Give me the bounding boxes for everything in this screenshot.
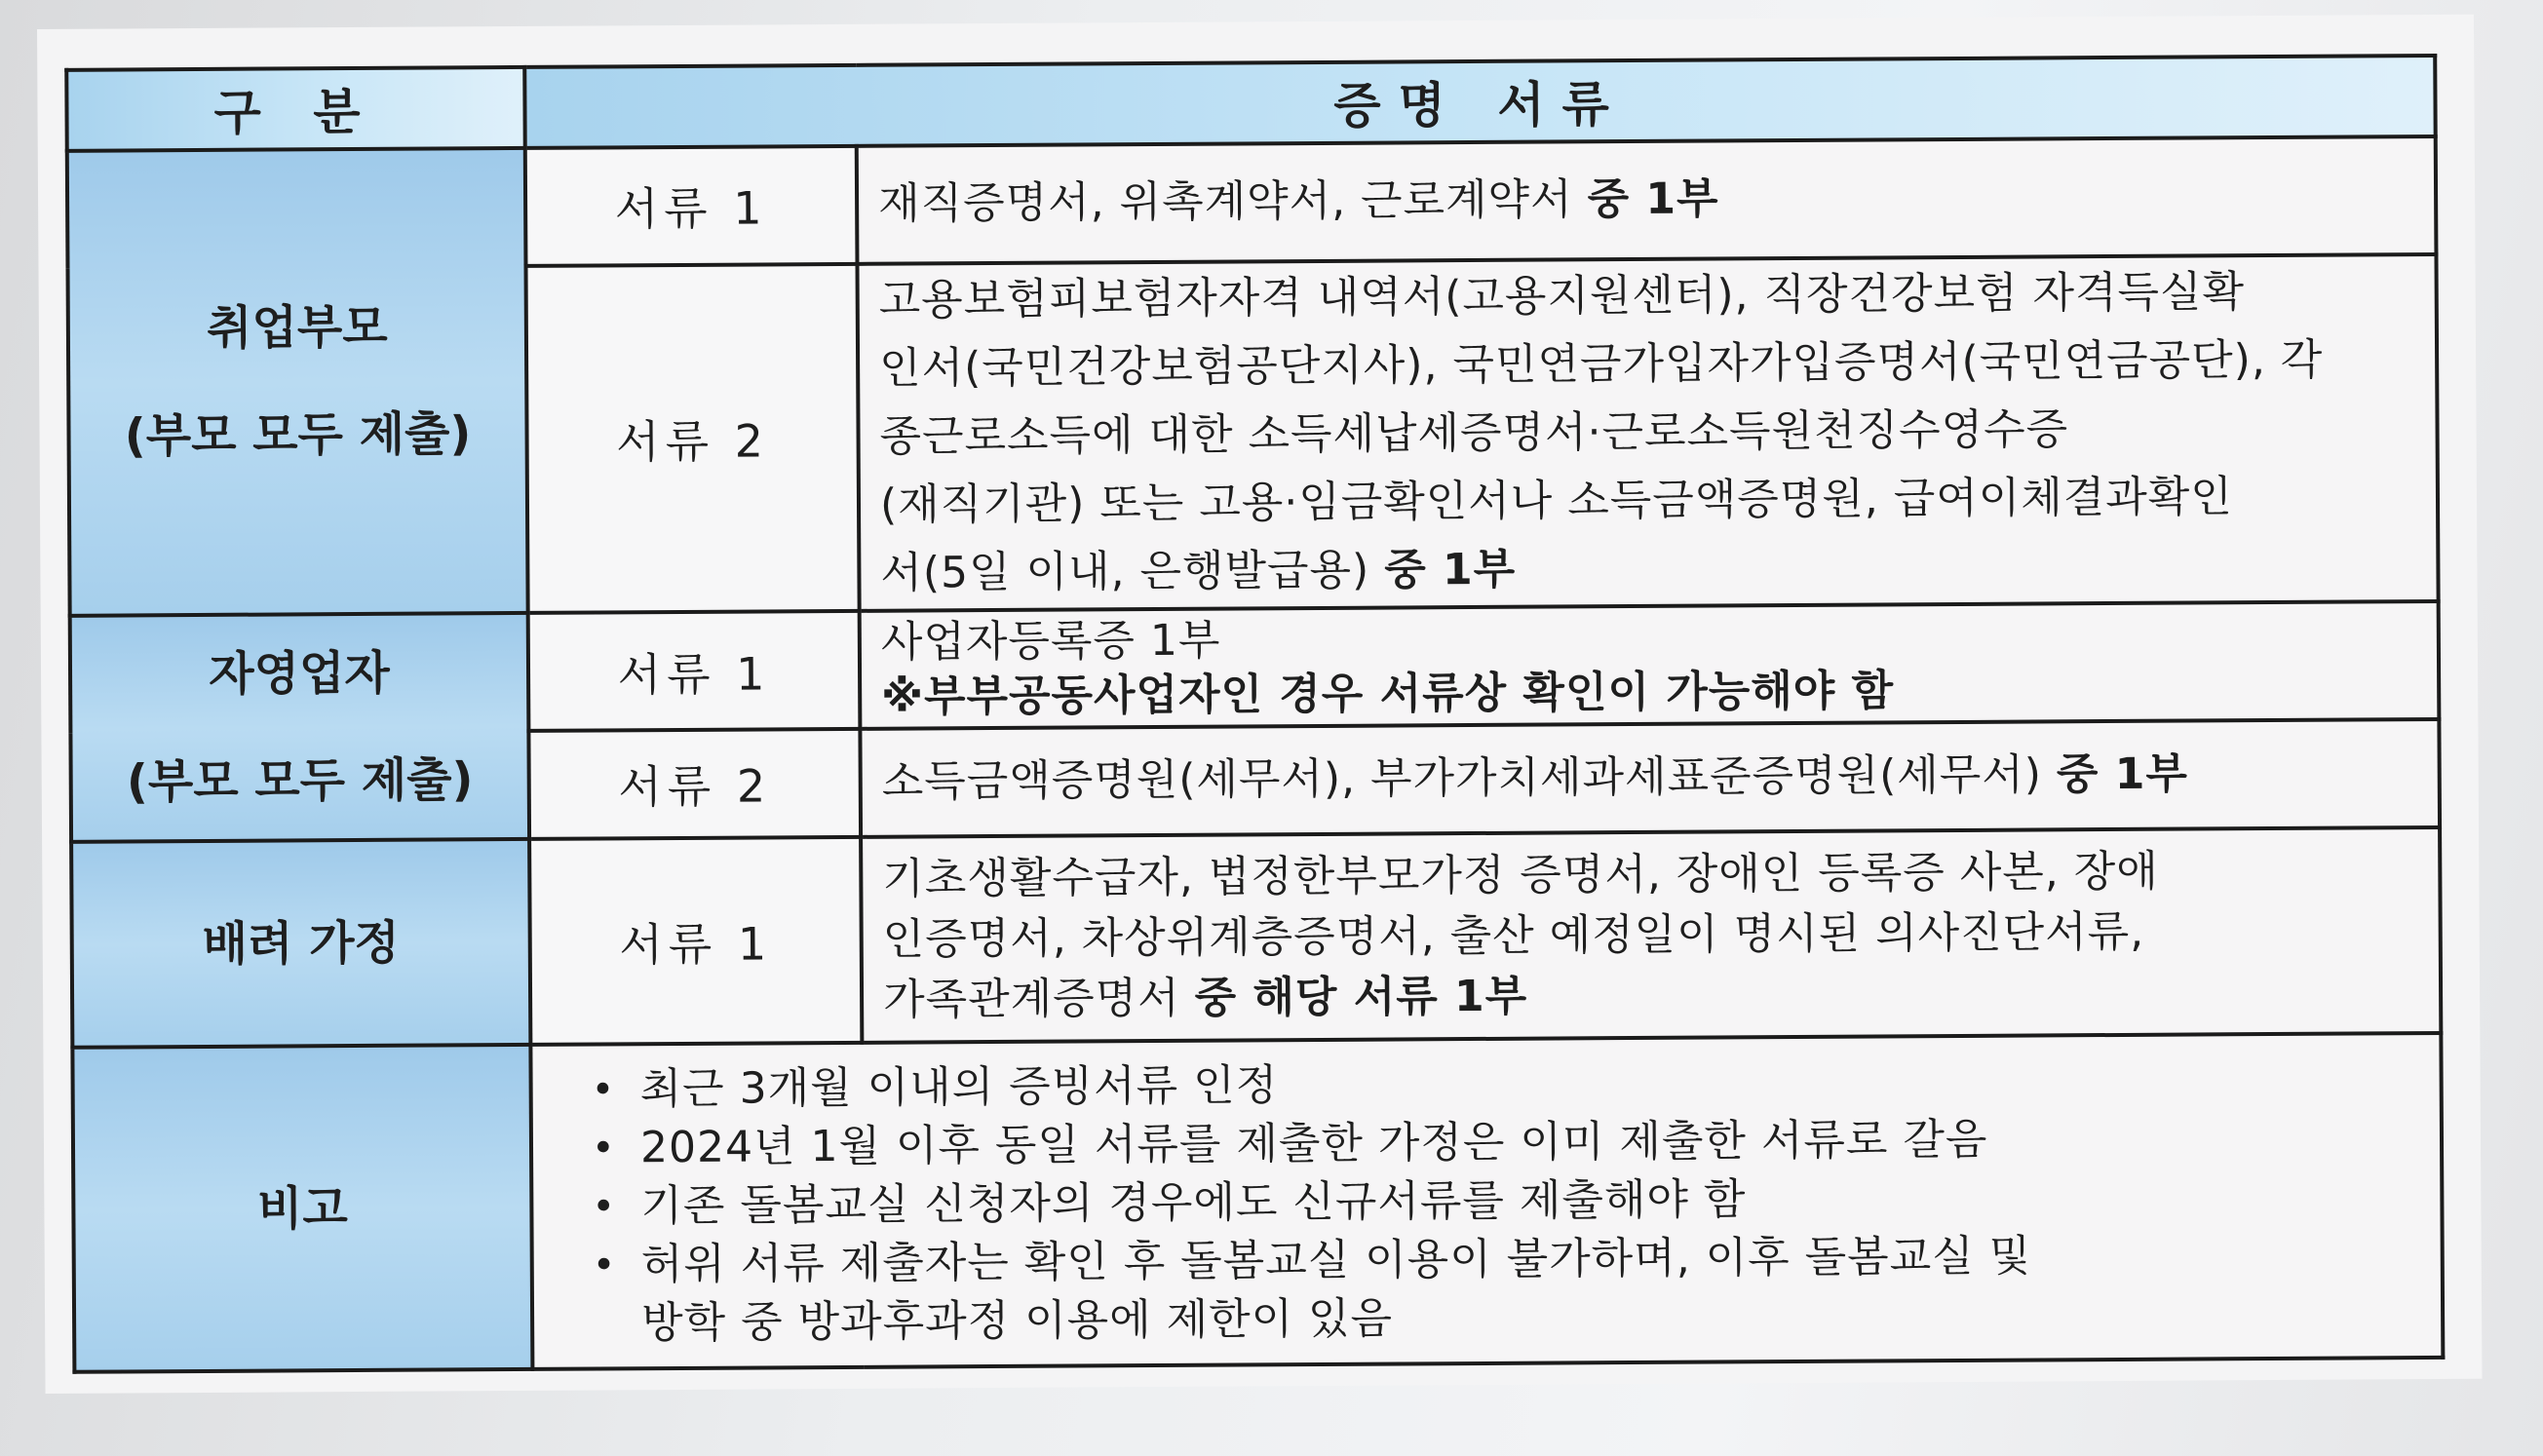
header-documents: 증명 서류 bbox=[524, 56, 2435, 148]
category-notes bbox=[72, 1045, 532, 1371]
note-text: 허위 서류 제출자는 확인 후 돌봄교실 이용이 불가하며, 이후 돌봄교실 및 bbox=[640, 1231, 2032, 1289]
category-considered-family bbox=[71, 839, 530, 1048]
doc-line: 고용보험피보험자자격 내역서(고용지원센터), 직장건강보험 자격득실확 bbox=[878, 266, 2246, 326]
note-text: 방학 중 방과후과정 이용에 제한이 있음 bbox=[640, 1293, 1394, 1348]
bullet-icon: • bbox=[592, 1243, 617, 1288]
doc-bold-suffix: 중 해당 서류 1부 bbox=[1194, 971, 1528, 1023]
doc-line: 기초생활수급자, 법정한부모가정 증명서, 장애인 등록증 사본, 장애 bbox=[882, 846, 2159, 904]
category-title: 자영업자 bbox=[209, 645, 390, 702]
doc-label: 서류 2 bbox=[528, 729, 861, 839]
bullet-icon: • bbox=[592, 1184, 617, 1230]
notes-list bbox=[552, 1050, 2421, 1354]
table-row bbox=[70, 601, 2440, 734]
doc-line: 사업자등록증 1부 bbox=[880, 615, 1221, 668]
certificate-documents-table bbox=[64, 54, 2445, 1374]
doc-line-last bbox=[883, 961, 2419, 1031]
doc-line: 가족관계증명서 bbox=[882, 973, 1180, 1025]
doc-line: 종근로소득에 대한 소득세납세증명서·근로소득원천징수영수증 bbox=[879, 404, 2069, 462]
table-row bbox=[67, 136, 2437, 269]
category-employed-parents bbox=[67, 148, 528, 616]
doc-content bbox=[860, 601, 2440, 729]
doc-line: 인서(국민건강보험공단지사), 국민연금가입자가입증명서(국민연금공단), 각 bbox=[878, 334, 2324, 394]
doc-bold-suffix: 중 1부 bbox=[1384, 544, 1517, 595]
doc-line: 서(5일 이내, 은행발급용) bbox=[880, 545, 1370, 598]
category-title: 배려 가정 bbox=[202, 915, 400, 972]
category-subtitle: (부모 모두 제출) bbox=[126, 752, 474, 810]
note-text: 2024년 1월 이후 동일 서류를 제출한 가정은 이미 제출한 서류로 갈음 bbox=[639, 1114, 1988, 1172]
table-row bbox=[71, 827, 2441, 1048]
doc-line-last bbox=[880, 530, 2416, 608]
doc-content bbox=[860, 719, 2440, 837]
doc-label: 서류 1 bbox=[525, 145, 858, 265]
doc-line: 인증명서, 차상위계층증명서, 출산 예정일이 명시된 의사진단서류, bbox=[882, 906, 2145, 965]
note-text: 최근 3개월 이내의 증빙서류 인정 bbox=[639, 1059, 1279, 1114]
doc-text: 재직증명서, 위촉계약서, 근로계약서 bbox=[877, 174, 1573, 229]
list-item-continuation bbox=[593, 1284, 2421, 1353]
doc-label: 서류 2 bbox=[525, 263, 859, 613]
doc-content bbox=[857, 253, 2438, 611]
document-sheet bbox=[37, 15, 2483, 1394]
header-category: 구 분 bbox=[66, 67, 524, 150]
doc-bold-suffix: 중 1부 bbox=[1587, 173, 1719, 225]
category-subtitle: (부모 모두 제출) bbox=[124, 406, 472, 464]
table-header-row bbox=[66, 56, 2435, 150]
doc-bold-suffix: 중 1부 bbox=[2056, 748, 2189, 800]
doc-text: 소득금액증명원(세무서), 부가가치세과세표준증명원(세무서) bbox=[881, 749, 2043, 808]
notes-content bbox=[530, 1033, 2443, 1369]
doc-label: 서류 1 bbox=[529, 837, 862, 1046]
doc-content bbox=[861, 827, 2441, 1043]
bullet-icon: • bbox=[591, 1067, 616, 1113]
category-title: 취업부모 bbox=[206, 300, 388, 357]
bullet-icon: • bbox=[591, 1126, 616, 1171]
doc-note-bold: ※부부공동사업자인 경우 서류상 확인이 가능해야 함 bbox=[881, 665, 1895, 722]
table-row bbox=[72, 1033, 2443, 1371]
doc-label: 서류 1 bbox=[528, 611, 861, 731]
category-title: 비고 bbox=[256, 1180, 348, 1237]
doc-line: (재직기관) 또는 고용·임금확인서나 소득금액증명원, 급여이체결과확인 bbox=[879, 472, 2234, 530]
note-text: 기존 돌봄교실 신청자의 경우에도 신규서류를 제출해야 함 bbox=[640, 1174, 1747, 1231]
category-self-employed bbox=[70, 613, 529, 842]
doc-content bbox=[857, 136, 2437, 264]
